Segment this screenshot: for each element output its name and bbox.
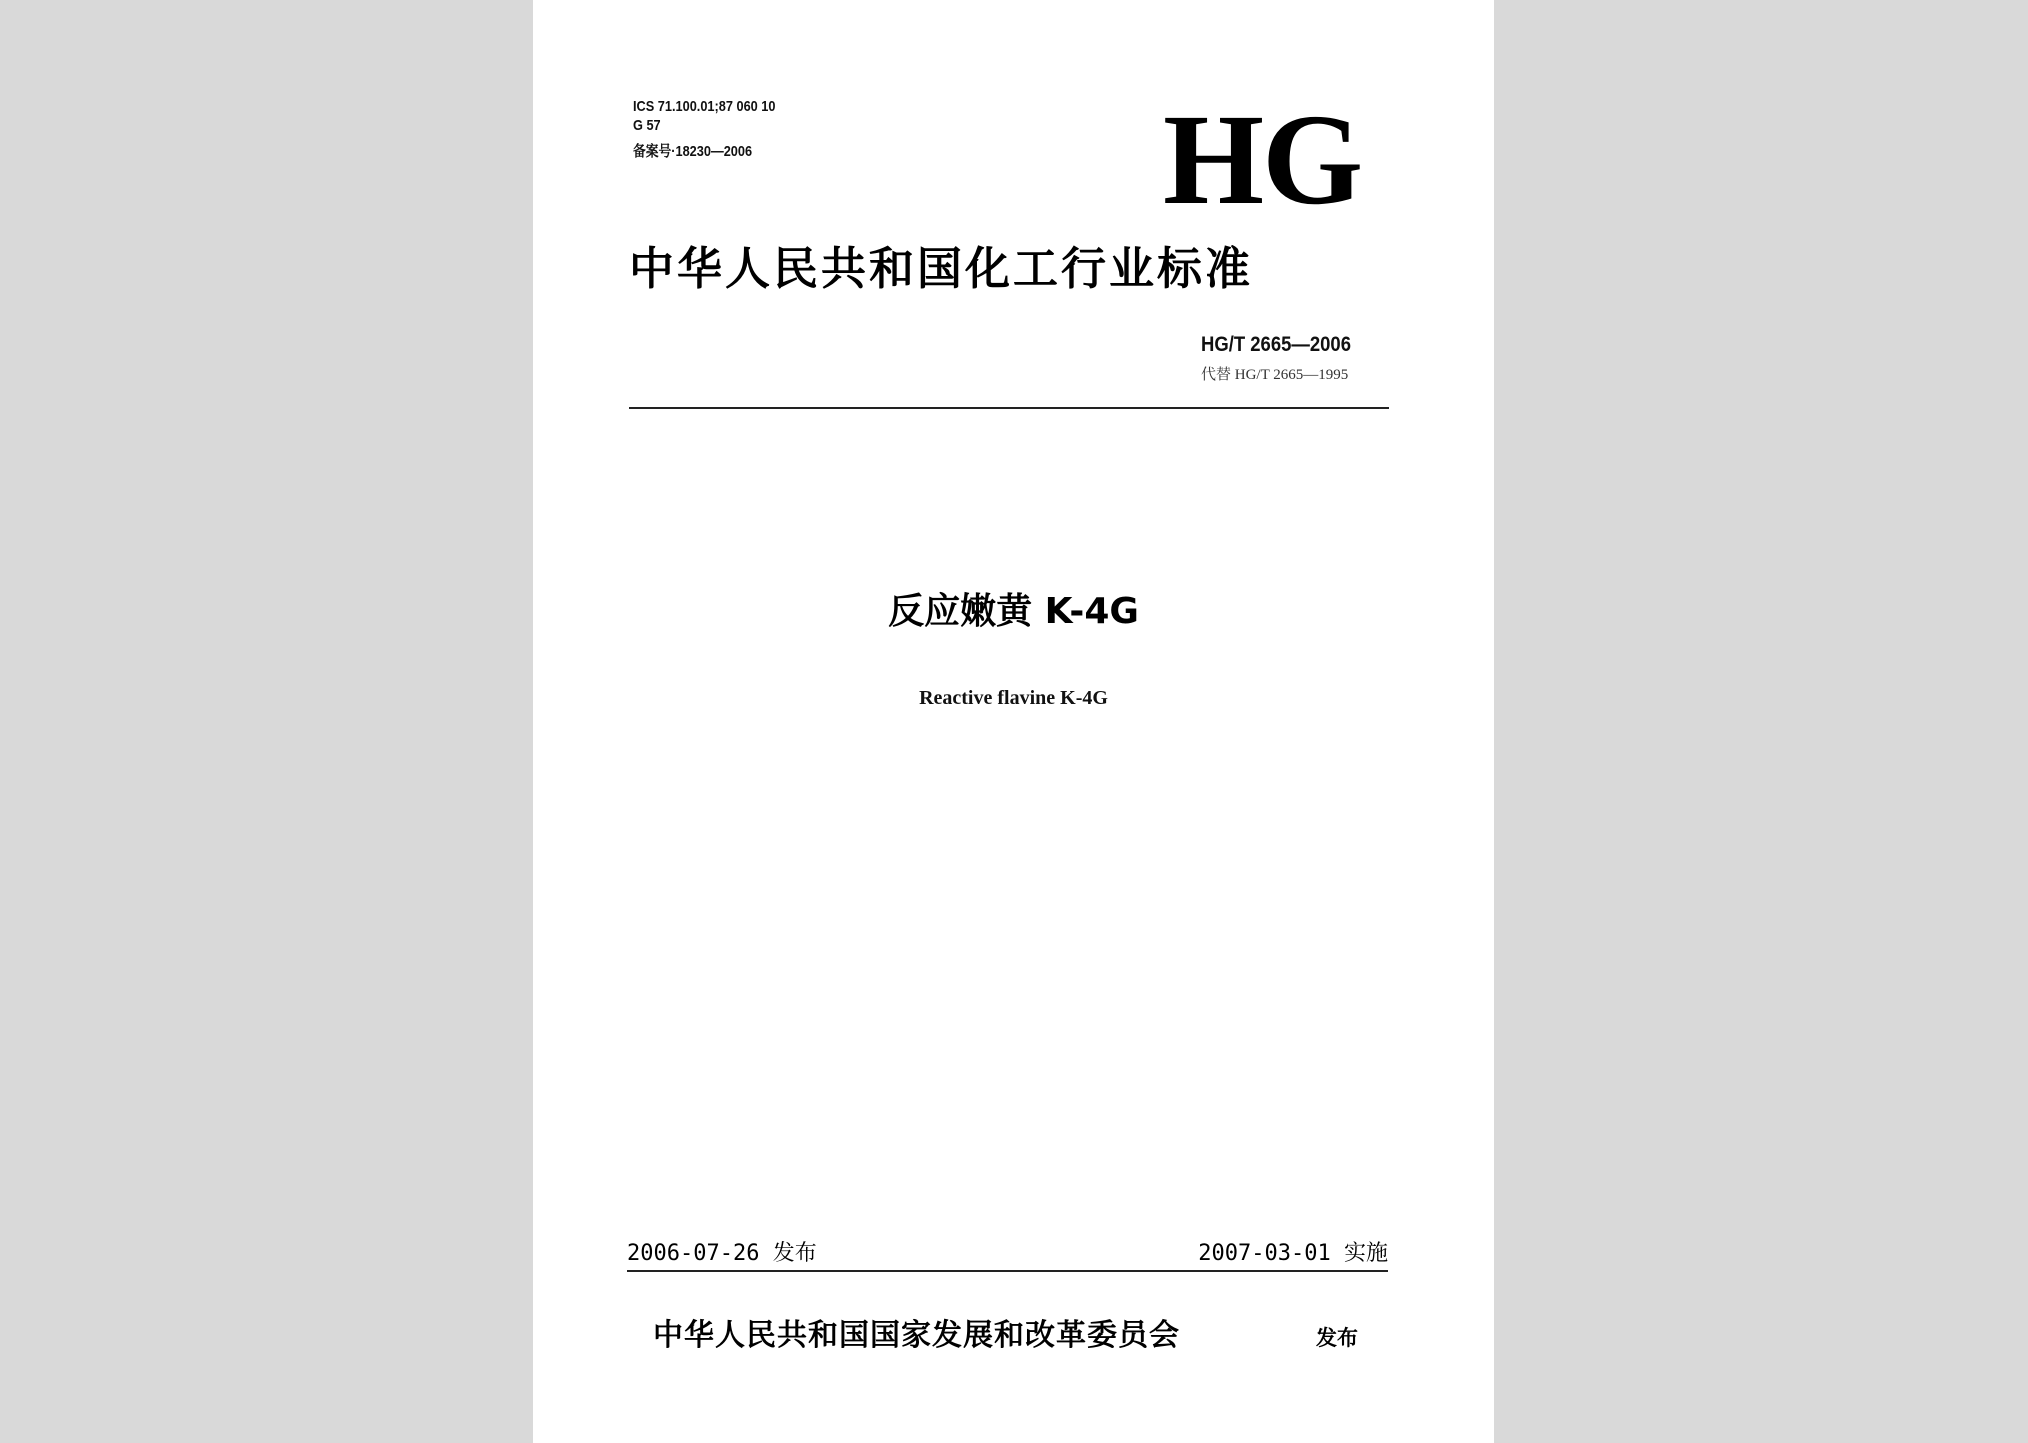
document-page (533, 0, 1494, 1443)
replaces-standard: 代替 HG/T 2665—1995 (1201, 367, 1349, 383)
header-divider (629, 407, 1389, 409)
ics-code: ICS 71.100.01;87 060 10 (633, 98, 776, 115)
effective-date: 2007-03-01 实施 (1198, 1241, 1388, 1266)
standard-code: HG/T 2665—2006 (1201, 333, 1351, 356)
standard-title: 中华人民共和国化工行业标准 (629, 242, 1254, 295)
hg-logo: HG (1163, 88, 1362, 232)
issuer-suffix: 发布 (1316, 1326, 1358, 1350)
issuer-name: 中华人民共和国国家发展和改革委员会 (653, 1318, 1180, 1353)
issue-date: 2006-07-26 发布 (627, 1241, 817, 1266)
document-title-zh: 反应嫩黄 K-4G (888, 591, 1139, 632)
document-title-en: Reactive flavine K-4G (919, 687, 1108, 709)
footer-divider (627, 1270, 1388, 1272)
filing-number: 备案号·18230—2006 (633, 143, 753, 160)
classification-code: G 57 (633, 117, 661, 134)
